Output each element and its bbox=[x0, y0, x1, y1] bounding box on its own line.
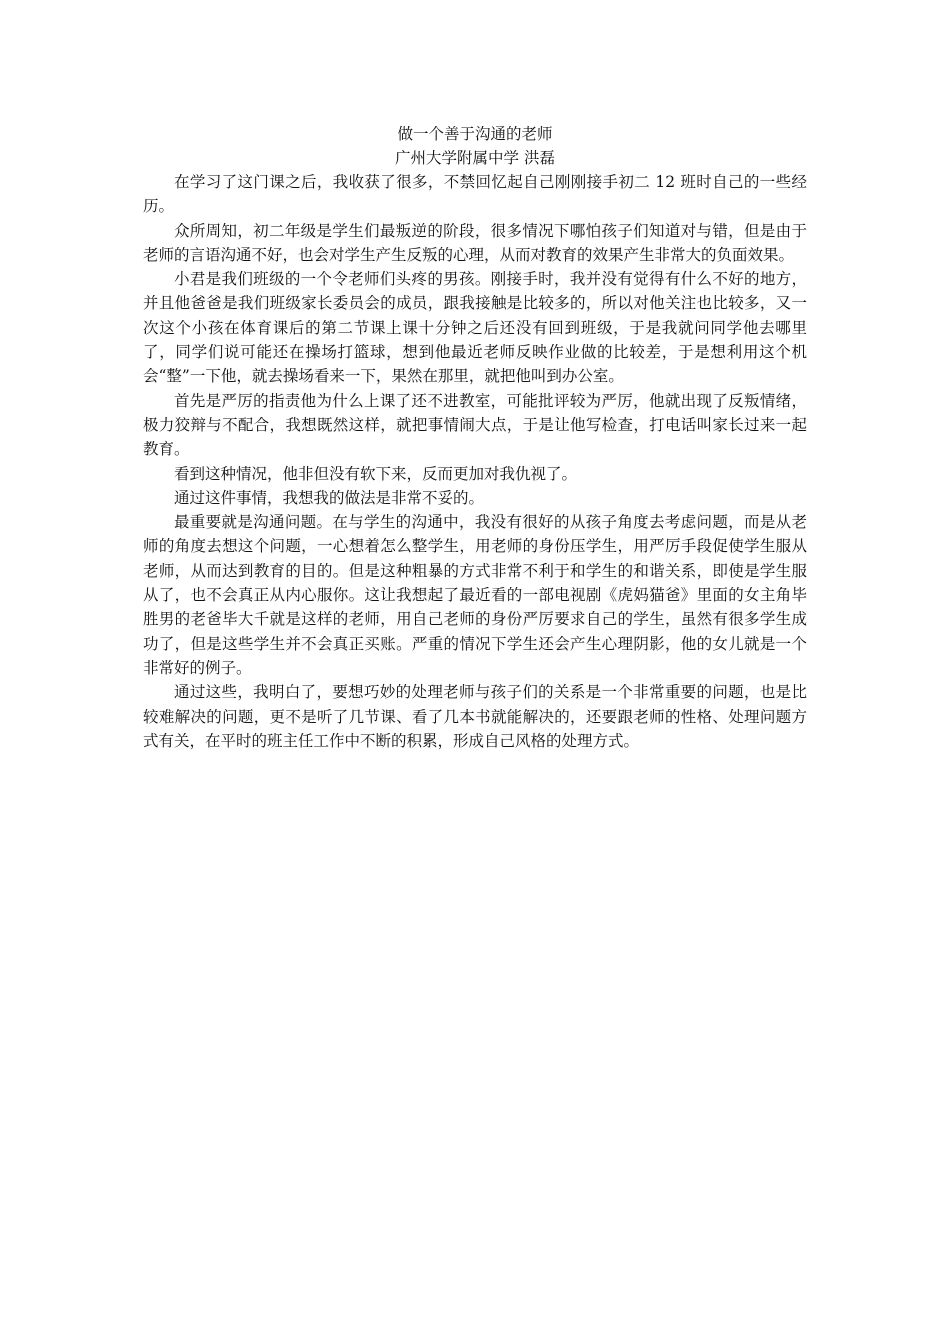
document-body bbox=[143, 122, 807, 753]
paragraph-7: 最重要就是沟通问题。在与学生的沟通中，我没有很好的从孩子角度去考虑问题，而是从老师的角度去想这个问题，一心想着怎么整学生，用老师的身份压学生，用严厉手段促使学生服从老师，从而达到教育的目的。但是这种粗暴的方式非常不利于和学生的和谐关系，即使是学生服从了，也不会真正从内心服你。这让我想起了最近看的一部电视剧《虎妈猫爸》里面的女主角毕胜男的老爸毕大千就是这样的老师，用自己老师的身份严厉要求自己的学生，虽然有很多学生成功了，但是这些学生并不会真正买账。严重的情况下学生还会产生心理阴影，他的女儿就是一个非常好的例子。 bbox=[143, 513, 807, 677]
page-title: 做一个善于沟通的老师 bbox=[397, 125, 553, 143]
paragraph-2: 众所周知，初二年级是学生们最叛逆的阶段，很多情况下哪怕孩子们知道对与错，但是由于老师的言语沟通不好，也会对学生产生反叛的心理，从而对教育的效果产生非常大的负面效果。 bbox=[143, 221, 807, 264]
paragraph-6: 通过这件事情，我想我的做法是非常不妥的。 bbox=[174, 488, 485, 507]
paragraph-8: 通过这些，我明白了，要想巧妙的处理老师与孩子们的关系是一个非常重要的问题，也是比较难解决的问题，更不是听了几节课、看了几本书就能解决的，还要跟老师的性格、处理问题方式有关，在平时的班主任工作中不断的积累，形成自己风格的处理方式。 bbox=[143, 683, 807, 750]
paragraph-4: 首先是严厉的指责他为什么上课了还不进教室，可能批评较为严厉，他就出现了反叛情绪，极力狡辩与不配合，我想既然这样，就把事情闹大点，于是让他写检查，打电话叫家长过来一起教育。 bbox=[143, 391, 807, 459]
paragraph-3: 小君是我们班级的一个令老师们头疼的男孩。刚接手时，我并没有觉得有什么不好的地方，并且他爸爸是我们班级家长委员会的成员，跟我接触是比较多的，所以对他关注也比较多，又一次这个小孩在体育课后的第二节课上课十分钟之后还没有回到班级，于是我就问同学他去哪里了，同学们说可能还在操场打篮球，想到他最近老师反映作业做的比较差，于是想利用这个机会“整”一下他，就去操场看来一下，果然在那里，就把他叫到办公室。 bbox=[143, 270, 807, 386]
paragraph-5: 看到这种情况，他非但没有软下来，反而更加对我仇视了。 bbox=[174, 464, 578, 483]
author-line: 广州大学附属中学 洪磊 bbox=[395, 149, 555, 167]
paragraph-1: 在学习了这门课之后，我收获了很多，不禁回忆起自己刚刚接手初二 12 班时自己的一些经历。 bbox=[143, 173, 807, 216]
